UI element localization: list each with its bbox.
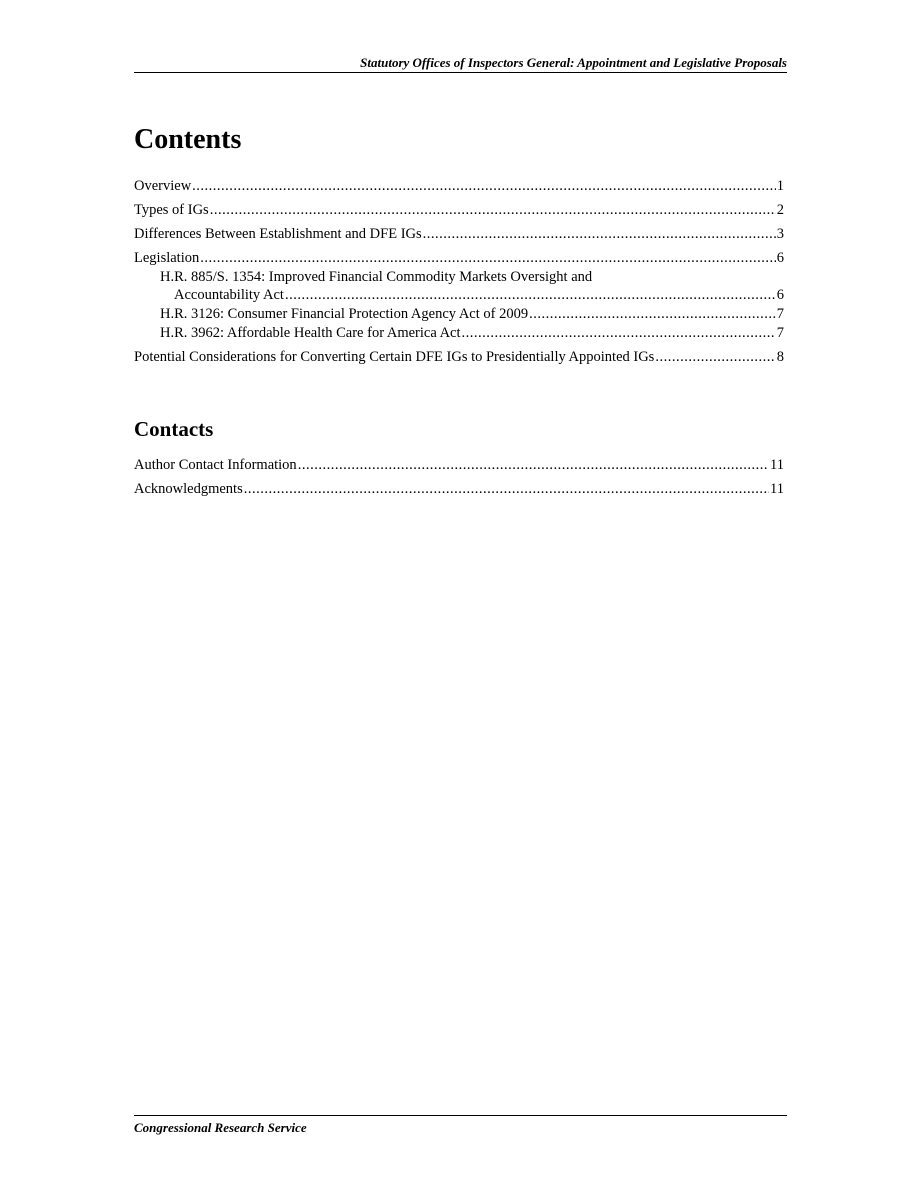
toc-page-number: 1	[776, 178, 784, 194]
toc-entry-label: Types of IGs	[134, 202, 209, 218]
toc-leader-dots	[655, 348, 775, 366]
toc-entry-author-contact[interactable]	[134, 456, 784, 474]
running-header: Statutory Offices of Inspectors General: Appointment and Legislative Proposals	[360, 55, 787, 70]
toc-entry-label: Potential Considerations for Converting Certain DFE IGs to Presidentially Appointed IGs	[134, 349, 655, 365]
toc-entry-label: H.R. 3962: Affordable Health Care for America Act	[160, 325, 461, 341]
toc-entry-legislation[interactable]	[134, 249, 784, 267]
toc-leader-dots	[200, 249, 776, 267]
toc-leader-dots	[210, 201, 776, 219]
toc-page-number: 11	[770, 481, 784, 497]
toc-page-number: 7	[776, 306, 784, 322]
toc-entry-label: Author Contact Information	[134, 457, 297, 473]
toc-page-number: 6	[776, 287, 784, 303]
toc-entry-label: Acknowledgments	[134, 481, 243, 497]
toc-page-number: 2	[776, 202, 784, 218]
toc-leader-dots	[192, 177, 776, 195]
toc-page-number: 7	[776, 325, 784, 341]
toc-entry-hr-885[interactable]	[160, 268, 784, 304]
toc-leader-dots	[285, 286, 776, 304]
toc-leader-dots	[244, 480, 769, 498]
toc-entry-types-of-igs[interactable]	[134, 201, 784, 219]
toc-page-number: 6	[776, 250, 784, 266]
header-rule	[134, 72, 787, 73]
running-footer: Congressional Research Service	[134, 1120, 307, 1135]
toc-leader-dots	[423, 225, 776, 243]
toc-entry-hr-3126[interactable]	[160, 305, 784, 323]
toc-entry-differences[interactable]	[134, 225, 784, 243]
toc-leader-dots	[462, 324, 776, 342]
toc-entry-overview[interactable]	[134, 177, 784, 195]
toc-entry-label: Differences Between Establishment and DFE IGs	[134, 226, 422, 242]
toc-leader-dots	[298, 456, 769, 474]
toc-entry-label-line2: Accountability Act	[174, 287, 284, 303]
toc-entry-label: H.R. 3126: Consumer Financial Protection Agency Act of 2009	[160, 306, 529, 322]
toc-entry-label: Legislation	[134, 250, 200, 266]
footer-rule	[134, 1115, 787, 1116]
toc-entry-potential-considerations[interactable]	[134, 348, 784, 366]
table-of-contents	[134, 177, 784, 366]
toc-page-number: 11	[770, 457, 784, 473]
toc-entry-label: Overview	[134, 178, 192, 194]
contacts-title: Contacts	[134, 417, 214, 441]
toc-entry-hr-3962[interactable]	[160, 324, 784, 342]
contents-title: Contents	[134, 124, 242, 155]
contacts-list	[134, 456, 784, 498]
toc-entry-label-line1: H.R. 885/S. 1354: Improved Financial Commodity Markets Oversight and	[160, 269, 593, 285]
toc-page-number: 3	[776, 226, 784, 242]
toc-entry-acknowledgments[interactable]	[134, 480, 784, 498]
toc-leader-dots	[529, 305, 776, 323]
toc-page-number: 8	[776, 349, 784, 365]
